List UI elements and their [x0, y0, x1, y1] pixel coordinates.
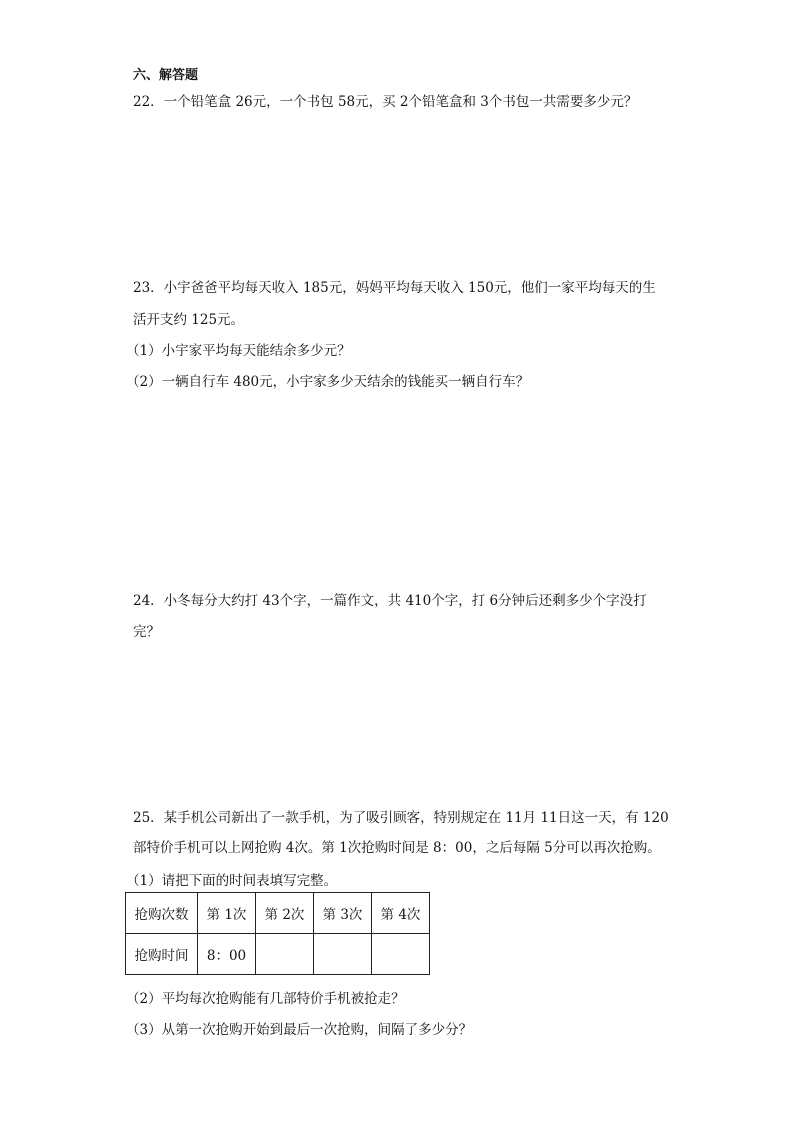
question-23-sub1: （1）小宇家平均每天能结余多少元？	[126, 343, 351, 359]
table-cell: 第 1次	[198, 893, 256, 934]
question-25-sub1: （1）请把下面的时间表填写完整。	[126, 873, 338, 889]
table-row	[126, 893, 430, 934]
question-22-text: 22．一个铅笔盒 26元，一个书包 58元，买 2个铅笔盒和 3个书包一共需要多少元？	[133, 94, 638, 110]
table-cell: 8：00	[198, 934, 256, 975]
question-23-sub2: （2）一辆自行车 480元，小宇家多少天结余的钱能买一辆自行车？	[126, 374, 530, 390]
question-23-line1: 23．小宇爸爸平均每天收入 185元，妈妈平均每天收入 150元，他们一家平均每天的生	[133, 280, 656, 296]
table-cell: 第 2次	[256, 893, 314, 934]
table-cell: 第 4次	[372, 893, 430, 934]
table-cell: 第 3次	[314, 893, 372, 934]
table-cell-blank	[256, 934, 314, 975]
table-cell-blank	[314, 934, 372, 975]
question-24-line1: 24．小冬每分大约打 43个字，一篇作文，共 410个字，打 6分钟后还剩多少个字没打	[133, 593, 647, 609]
table-cell-blank	[372, 934, 430, 975]
table-row	[126, 934, 430, 975]
schedule-table	[125, 892, 430, 975]
question-25-line2: 部特价手机可以上网抢购 4次。第 1次抢购时间是 8：00，之后每隔 5分可以再次抢购。	[133, 840, 661, 856]
question-23-line2: 活开支约 125元。	[133, 312, 245, 328]
question-25-sub3: （3）从第一次抢购开始到最后一次抢购，间隔了多少分？	[126, 1022, 473, 1038]
section-heading: 六、解答题	[133, 68, 199, 83]
table-cell: 抢购次数	[126, 893, 198, 934]
question-25-line1: 25．某手机公司新出了一款手机，为了吸引顾客，特别规定在 11月 11日这一天，有 120	[133, 810, 669, 826]
table-cell: 抢购时间	[126, 934, 198, 975]
question-24-line2: 完？	[133, 624, 160, 640]
question-25-sub2: （2）平均每次抢购能有几部特价手机被抢走？	[126, 991, 405, 1007]
